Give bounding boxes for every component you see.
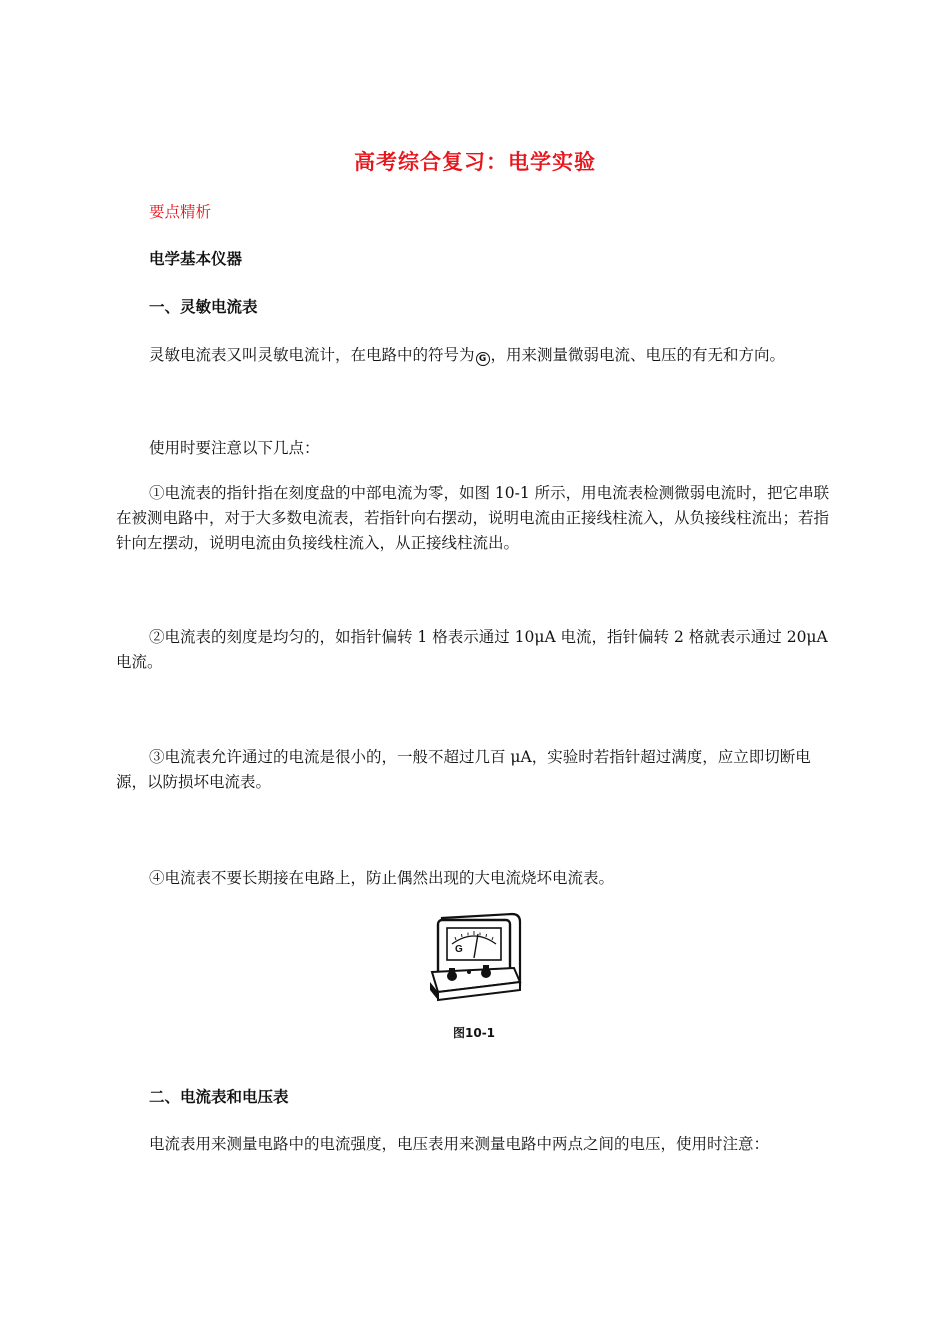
paragraph-1-text-a: 灵敏电流表又叫灵敏电流计，在电路中的符号为 (149, 346, 475, 364)
paragraph-1 (149, 343, 785, 366)
paragraph-6: ④电流表不要长期接在电路上，防止偶然出现的大电流烧坏电流表。 (149, 869, 615, 887)
subheading: 电学基本仪器 (149, 250, 243, 268)
paragraph-5: ③电流表允许通过的电流是很小的，一般不超过几百 μA，实验时若指针超过满度，应立即切断电源，以防损坏电流表。 (116, 748, 811, 791)
paragraph-3: ①电流表的指针指在刻度盘的中部电流为零，如图 10-1 所示，用电流表检测微弱电流时，把它串联在被测电路中，对于大多数电流表，若指针向右摆动，说明电流由正接线柱流入，从负接线柱流出；若指针向左摆动，说明电流由负接线柱流入，从正接线柱流出。 (116, 484, 830, 552)
paragraph-2: 使用时要注意以下几点： (149, 439, 320, 457)
paragraph-7: 电流表用来测量电路中的电流强度，电压表用来测量电路中两点之间的电压，使用时注意： (149, 1135, 770, 1153)
paragraph-4: ②电流表的刻度是均匀的，如指针偏转 1 格表示通过 10μA 电流，指针偏转 2 格就表示通过 20μA 电流。 (116, 628, 828, 671)
galvanometer-figure (420, 910, 530, 1010)
paragraph-1-text-b: ，用来测量微弱电流、电压的有无和方向。 (490, 346, 786, 364)
heading-2: 二、电流表和电压表 (149, 1088, 289, 1106)
heading-1: 一、灵敏电流表 (149, 298, 258, 316)
dial-label: G (455, 944, 463, 955)
figure-caption: 图10-1 (453, 1026, 496, 1040)
page-title: 高考综合复习：电学实验 (354, 150, 596, 174)
galvanometer-symbol-icon: G (476, 352, 490, 366)
section-label: 要点精析 (149, 203, 212, 221)
